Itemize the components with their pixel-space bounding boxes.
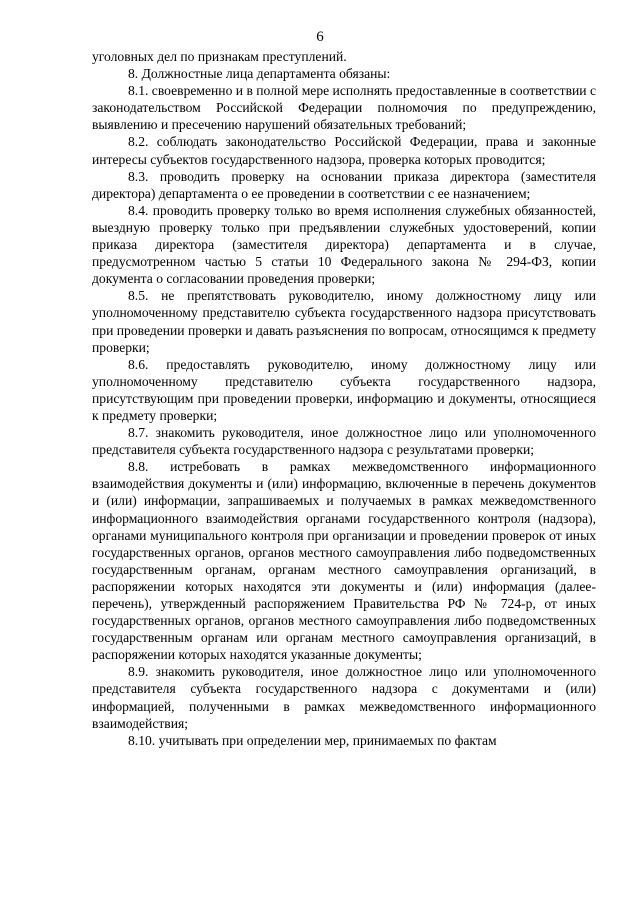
paragraph: 8.1. своевременно и в полной мере исполнять предоставленные в соответствии с законодательством Российской Федерации полномочия по предупреждению, выявлению и пресечению нарушений обязательных требований; xyxy=(92,83,596,133)
paragraph: 8.3. проводить проверку на основании приказа директора (заместителя директора) департамента о ее проведении в соответствии с ее назначением; xyxy=(92,168,596,201)
document-body xyxy=(92,48,596,749)
paragraph: 8.4. проводить проверку только во время исполнения служебных обязанностей, выездную проверку только при предъявлении служебных удостоверений, копии приказа директора (заместителя директора) департамента и в случае, предусмотренном частью 5 статьи 10 Федерального закона № 294-ФЗ, копии документа о согласовании проведения проверки; xyxy=(92,202,596,287)
paragraph: 8.2. соблюдать законодательство Российской Федерации, права и законные интересы субъектов государственного надзора, проверка которых проводится; xyxy=(92,134,596,167)
paragraph: 8.9. знакомить руководителя, иное должностное лицо или уполномоченного представителя субъекта государственного надзора с документами и (или) информацией, полученными в рамках межведомственного информационного взаимодействия; xyxy=(92,664,596,731)
paragraph: 8.7. знакомить руководителя, иное должностное лицо или уполномоченного представителя субъекта государственного надзора с результатами проверки; xyxy=(92,425,596,458)
paragraph: уголовных дел по признакам преступлений. xyxy=(92,49,347,64)
page-number: 6 xyxy=(316,29,324,45)
paragraph: 8.6. предоставлять руководителю, иному должностному лицу или уполномоченному представителю субъекта государственного надзора, присутствующим при проведении проверки, информацию и документы, относящиеся к предмету проверки; xyxy=(92,356,596,423)
paragraph: 8.5. не препятствовать руководителю, иному должностному лицу или уполномоченному представителю субъекта государственного надзора присутствовать при проведении проверки и давать разъяснения по вопросам, относящимся к предмету проверки; xyxy=(92,288,596,355)
paragraph: 8.10. учитывать при определении мер, принимаемых по фактам xyxy=(128,732,497,748)
paragraph: 8.8. истребовать в рамках межведомственного информационного взаимодействия документы и (или) информацию, включенные в перечень документов и (или) информации, запрашиваемых и получаемых в рамках межведомственного информационного взаимодействия органами государственного контроля (надзора), органами муниципального контроля при организации и проведении проверок от иных государственных органов, органов местного самоуправления либо подведомственных государственным органам, органам местного самоуправления организаций, в распоряжении которых находятся эти документы и (или) информация (далее- перечень), утвержденный распоряжением Правительства РФ № 724-р, от иных государственных органов, органов местного самоуправления либо подведомственных государственным органам или органам местного самоуправления организаций, в распоряжении которых находятся указанные документы; xyxy=(92,459,596,663)
paragraph: 8. Должностные лица департамента обязаны: xyxy=(128,66,391,82)
